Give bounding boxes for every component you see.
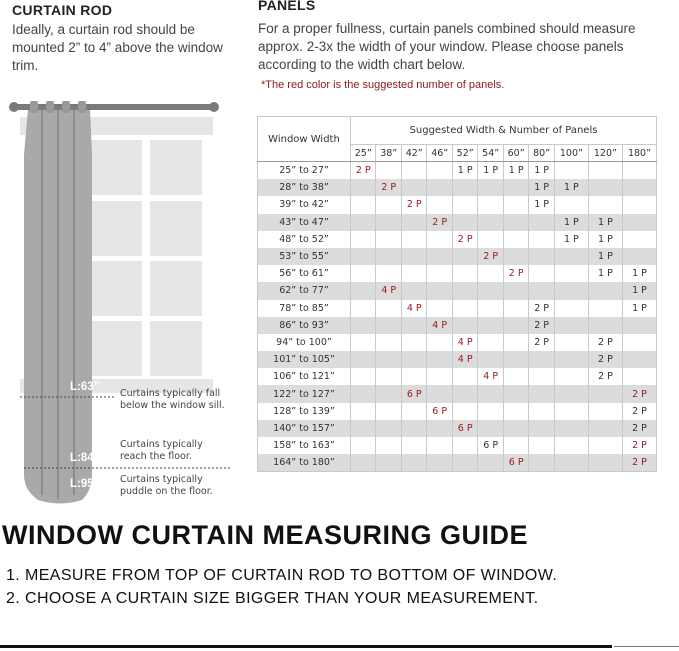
column-header: 25” [351, 145, 376, 162]
panel-count-cell [503, 248, 528, 265]
panel-count-cell: 2 P [588, 351, 622, 368]
table-row [258, 248, 657, 265]
panel-count-cell: 2 P [529, 300, 554, 317]
panel-count-cell: 1 P [554, 231, 588, 248]
table-row [258, 403, 657, 420]
panel-count-cell [401, 351, 426, 368]
panel-count-cell [503, 282, 528, 299]
panel-count-cell: 1 P [554, 214, 588, 231]
table-row [258, 282, 657, 299]
window-width-cell: 39” to 42” [258, 196, 351, 213]
panel-count-cell: 1 P [554, 179, 588, 196]
window-panes [90, 140, 202, 376]
column-header: 180” [622, 145, 656, 162]
panel-count-cell [478, 179, 503, 196]
panel-count-cell [622, 231, 656, 248]
panel-count-cell [478, 196, 503, 213]
panel-count-cell [376, 368, 401, 385]
panel-count-cell [427, 420, 452, 437]
panel-count-cell [376, 454, 401, 472]
panels-text: For a proper fullness, curtain panels combined should measure approx. 2-3x the width of your window. Please choose panels according to the width chart below. [258, 21, 636, 72]
panel-count-cell: 2 P [401, 196, 426, 213]
panel-count-cell: 4 P [452, 334, 477, 351]
panel-count-cell [376, 385, 401, 402]
panel-count-cell [351, 368, 376, 385]
table-row [258, 317, 657, 334]
panel-count-cell [351, 300, 376, 317]
panel-count-cell [622, 214, 656, 231]
panel-count-cell [452, 385, 477, 402]
window-width-cell: 62” to 77” [258, 282, 351, 299]
panel-count-cell [351, 282, 376, 299]
length-95-label: L:95” [70, 478, 100, 490]
panel-count-cell: 2 P [503, 265, 528, 282]
table-row [258, 385, 657, 402]
panel-count-cell [478, 351, 503, 368]
panel-count-cell [478, 231, 503, 248]
column-header: 38” [376, 145, 401, 162]
panel-count-cell [401, 420, 426, 437]
panel-count-cell [554, 403, 588, 420]
guide-step-2: 2. CHOOSE A CURTAIN SIZE BIGGER THAN YOUR MEASUREMENT. [6, 590, 539, 607]
panel-count-cell [376, 420, 401, 437]
panel-count-cell: 6 P [427, 403, 452, 420]
panel-count-cell [503, 317, 528, 334]
panel-count-cell [351, 179, 376, 196]
panel-count-cell [427, 179, 452, 196]
panel-count-cell [529, 454, 554, 472]
window-width-cell: 78” to 85” [258, 300, 351, 317]
bottom-divider [0, 645, 612, 648]
panel-count-cell: 2 P [427, 214, 452, 231]
panel-count-cell [588, 196, 622, 213]
panel-count-cell [622, 248, 656, 265]
panel-count-cell [478, 300, 503, 317]
panel-count-cell [503, 179, 528, 196]
panel-count-cell: 2 P [529, 334, 554, 351]
panel-count-cell [351, 334, 376, 351]
panel-count-cell [427, 231, 452, 248]
panel-count-cell [529, 403, 554, 420]
window-width-cell: 48” to 52” [258, 231, 351, 248]
panel-count-cell [588, 403, 622, 420]
panel-count-cell [588, 282, 622, 299]
panel-count-cell: 2 P [478, 248, 503, 265]
panel-count-cell [503, 420, 528, 437]
panel-count-cell [351, 403, 376, 420]
column-header: 52” [452, 145, 477, 162]
panel-count-cell [478, 403, 503, 420]
panel-count-cell [622, 317, 656, 334]
panel-count-cell: 2 P [622, 454, 656, 472]
panel-count-cell [452, 403, 477, 420]
panel-count-cell [376, 214, 401, 231]
panel-count-cell [554, 454, 588, 472]
panel-count-cell: 6 P [503, 454, 528, 472]
panel-count-cell [622, 368, 656, 385]
curtain-rod [14, 104, 214, 110]
panel-count-cell [478, 282, 503, 299]
panel-count-cell [503, 196, 528, 213]
panel-count-cell: 1 P [588, 231, 622, 248]
column-header: 80” [529, 145, 554, 162]
panel-count-cell [554, 248, 588, 265]
panel-count-cell [401, 162, 426, 180]
panel-count-cell: 6 P [478, 437, 503, 454]
panel-count-cell [427, 282, 452, 299]
window-width-cell: 128” to 139” [258, 403, 351, 420]
table-row [258, 231, 657, 248]
panel-count-cell [503, 300, 528, 317]
panel-count-cell [478, 214, 503, 231]
panel-count-cell [554, 420, 588, 437]
note-puddle: Curtains typically puddle on the floor. [120, 474, 213, 497]
curtain-rod-text: Ideally, a curtain rod should be mounted 2” to 4” above the window trim. [12, 22, 223, 73]
panel-count-cell [427, 351, 452, 368]
panel-count-cell: 1 P [503, 162, 528, 180]
panel-count-cell: 4 P [427, 317, 452, 334]
panel-count-cell: 1 P [529, 196, 554, 213]
panel-count-cell [529, 368, 554, 385]
window-width-cell: 86” to 93” [258, 317, 351, 334]
panel-count-cell [503, 403, 528, 420]
table-row [258, 437, 657, 454]
window-width-cell: 122” to 127” [258, 385, 351, 402]
panel-count-cell [401, 248, 426, 265]
window-width-cell: 53” to 55” [258, 248, 351, 265]
panel-count-cell: 2 P [622, 403, 656, 420]
panel-count-cell [351, 437, 376, 454]
panel-count-cell [376, 334, 401, 351]
panel-count-cell [588, 162, 622, 180]
panel-count-cell [452, 179, 477, 196]
panel-count-cell [588, 454, 622, 472]
panel-count-cell [588, 300, 622, 317]
panel-count-cell: 1 P [622, 282, 656, 299]
table-row [258, 196, 657, 213]
curtain-rod-heading: CURTAIN ROD [12, 2, 113, 18]
panel-count-cell [554, 351, 588, 368]
panel-count-cell: 1 P [529, 179, 554, 196]
window-width-cell: 43” to 47” [258, 214, 351, 231]
panel-count-cell [503, 334, 528, 351]
panel-count-cell [427, 368, 452, 385]
panel-count-cell [351, 385, 376, 402]
panel-count-cell [351, 265, 376, 282]
panel-count-cell [529, 351, 554, 368]
panel-count-cell [427, 385, 452, 402]
panel-count-cell [427, 196, 452, 213]
panel-count-cell: 6 P [401, 385, 426, 402]
table-row [258, 265, 657, 282]
column-header: 42” [401, 145, 426, 162]
panel-count-cell [376, 231, 401, 248]
panel-count-cell [427, 437, 452, 454]
panel-count-cell [554, 334, 588, 351]
table-row [258, 454, 657, 472]
panel-count-cell [427, 265, 452, 282]
panel-count-cell [478, 385, 503, 402]
panel-count-cell [351, 214, 376, 231]
panel-count-cell: 2 P [588, 334, 622, 351]
panel-count-cell [401, 317, 426, 334]
panel-count-cell [588, 385, 622, 402]
panel-count-cell: 1 P [529, 162, 554, 180]
window-width-cell: 164” to 180” [258, 454, 351, 472]
panel-count-cell [529, 214, 554, 231]
panel-count-cell [478, 454, 503, 472]
window-width-cell: 140” to 157” [258, 420, 351, 437]
panel-count-cell [427, 334, 452, 351]
guide-step-1: 1. MEASURE FROM TOP OF CURTAIN ROD TO BOTTOM OF WINDOW. [6, 567, 558, 584]
panel-count-cell [351, 454, 376, 472]
panel-count-cell [401, 334, 426, 351]
panel-count-cell [401, 179, 426, 196]
panel-count-cell [503, 385, 528, 402]
panel-count-cell [427, 248, 452, 265]
panel-count-cell [427, 300, 452, 317]
window-width-cell: 56” to 61” [258, 265, 351, 282]
panel-count-cell [427, 162, 452, 180]
panel-count-cell [376, 300, 401, 317]
panel-count-cell [554, 162, 588, 180]
panel-count-cell [452, 437, 477, 454]
panel-count-cell [588, 420, 622, 437]
note-floor: Curtains typically reach the floor. [120, 439, 203, 462]
panel-count-cell: 4 P [376, 282, 401, 299]
panel-count-cell [478, 265, 503, 282]
table-row [258, 420, 657, 437]
panel-count-cell [452, 317, 477, 334]
panel-count-cell [529, 420, 554, 437]
length-84-label: L:84” [70, 452, 100, 464]
panel-count-cell [503, 351, 528, 368]
panel-count-cell: 1 P [478, 162, 503, 180]
panel-count-cell [376, 317, 401, 334]
panel-count-cell [554, 317, 588, 334]
panel-count-cell: 2 P [622, 437, 656, 454]
panel-count-cell [622, 196, 656, 213]
panel-count-cell [554, 368, 588, 385]
panel-count-cell: 2 P [529, 317, 554, 334]
panel-count-cell [376, 351, 401, 368]
panel-count-cell: 1 P [588, 265, 622, 282]
panel-count-cell [478, 420, 503, 437]
panel-count-cell [554, 282, 588, 299]
panel-count-cell [401, 403, 426, 420]
panel-count-cell: 4 P [452, 351, 477, 368]
panel-count-cell [452, 196, 477, 213]
panel-count-cell [351, 420, 376, 437]
panel-count-cell [529, 385, 554, 402]
table-row [258, 368, 657, 385]
panel-count-cell [427, 454, 452, 472]
table-row [258, 214, 657, 231]
panel-count-cell [401, 454, 426, 472]
panel-count-cell [376, 162, 401, 180]
panel-count-cell [351, 231, 376, 248]
panel-count-cell [401, 214, 426, 231]
panel-count-cell: 1 P [622, 265, 656, 282]
panel-count-cell [452, 214, 477, 231]
panel-count-cell [554, 385, 588, 402]
window-width-cell: 101” to 105” [258, 351, 351, 368]
panel-count-cell [503, 214, 528, 231]
panel-count-cell: 6 P [452, 420, 477, 437]
panels-heading: PANELS [258, 0, 316, 13]
panel-count-cell [376, 265, 401, 282]
length-63-label: L:63” [70, 381, 100, 393]
panel-count-cell [529, 282, 554, 299]
panel-count-cell [401, 265, 426, 282]
panel-count-cell [503, 368, 528, 385]
panel-count-cell [351, 351, 376, 368]
column-header: 46” [427, 145, 452, 162]
rod-finial-right [209, 102, 219, 112]
panel-count-cell [622, 334, 656, 351]
panel-count-cell [554, 265, 588, 282]
panel-count-cell [529, 248, 554, 265]
panel-count-cell [478, 317, 503, 334]
panel-count-cell: 4 P [478, 368, 503, 385]
panel-count-cell [503, 231, 528, 248]
bottom-divider-thin [614, 646, 679, 647]
panel-count-cell [452, 248, 477, 265]
panel-count-cell [622, 179, 656, 196]
panel-count-cell [376, 437, 401, 454]
panel-count-cell [376, 403, 401, 420]
guide-title: WINDOW CURTAIN MEASURING GUIDE [2, 520, 528, 550]
window-width-cell: 25” to 27” [258, 162, 351, 180]
panel-count-cell: 2 P [622, 385, 656, 402]
rod-finial-left [9, 102, 19, 112]
panel-count-cell [529, 231, 554, 248]
panel-count-cell [588, 179, 622, 196]
panel-count-cell [529, 265, 554, 282]
panel-count-cell [622, 162, 656, 180]
panel-count-cell [554, 300, 588, 317]
panel-count-cell: 4 P [401, 300, 426, 317]
width-chart [257, 116, 657, 472]
window-width-cell: 28” to 38” [258, 179, 351, 196]
panel-count-cell [529, 437, 554, 454]
panel-count-cell [452, 265, 477, 282]
panel-count-cell: 1 P [588, 214, 622, 231]
column-header: 60” [503, 145, 528, 162]
table-row [258, 351, 657, 368]
panel-count-cell [554, 196, 588, 213]
panel-count-cell: 1 P [452, 162, 477, 180]
note-sill: Curtains typically fall below the window sill. [120, 388, 225, 411]
column-header: 120” [588, 145, 622, 162]
panel-count-cell: 1 P [622, 300, 656, 317]
panel-count-cell [452, 282, 477, 299]
window-width-cell: 94” to 100” [258, 334, 351, 351]
panel-count-cell [452, 454, 477, 472]
panel-count-cell: 2 P [588, 368, 622, 385]
panel-count-cell: 2 P [452, 231, 477, 248]
panel-count-cell [588, 437, 622, 454]
panel-count-cell: 2 P [376, 179, 401, 196]
panel-count-cell [452, 300, 477, 317]
window-width-cell: 106” to 121” [258, 368, 351, 385]
panel-count-cell [351, 317, 376, 334]
red-color-note: *The red color is the suggested number of panels. [261, 79, 505, 91]
panel-count-cell [478, 334, 503, 351]
panel-count-cell [401, 231, 426, 248]
panel-count-cell [452, 368, 477, 385]
table-row [258, 162, 657, 180]
panel-count-cell [351, 196, 376, 213]
table-row [258, 179, 657, 196]
suggested-width-header: Suggested Width & Number of Panels [351, 117, 657, 145]
panel-count-cell [376, 248, 401, 265]
panel-count-cell: 2 P [351, 162, 376, 180]
panel-count-cell [622, 351, 656, 368]
panel-count-cell [376, 196, 401, 213]
panel-count-cell [503, 437, 528, 454]
column-header: 100” [554, 145, 588, 162]
panel-count-cell [401, 282, 426, 299]
table-row [258, 334, 657, 351]
window-width-cell: 158” to 163” [258, 437, 351, 454]
panel-count-cell [401, 368, 426, 385]
panel-count-cell [351, 248, 376, 265]
panel-count-cell: 2 P [622, 420, 656, 437]
panel-count-cell: 1 P [588, 248, 622, 265]
panel-count-cell [401, 437, 426, 454]
panel-count-cell [554, 437, 588, 454]
window-width-header: Window Width [258, 117, 351, 162]
column-header: 54” [478, 145, 503, 162]
table-row [258, 300, 657, 317]
panel-count-cell [588, 317, 622, 334]
